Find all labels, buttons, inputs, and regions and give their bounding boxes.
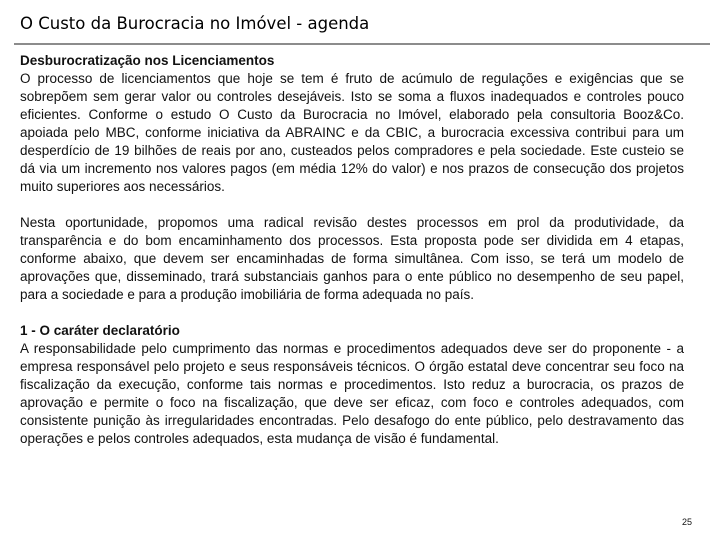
title-divider — [14, 43, 710, 45]
section-heading: Desburocratização nos Licenciamentos — [20, 53, 275, 68]
slide-content — [20, 52, 684, 448]
slide-title: O Custo da Burocracia no Imóvel - agenda — [20, 14, 370, 33]
section-paragraph: Nesta oportunidade, propomos uma radical revisão destes processos em prol da produtividade, da transparência e do bom encaminhamento dos processos. Esta proposta pode ser dividida em 4 etapas, conforme abaixo, que devem ser encaminhadas de forma simultânea. Com isso, se terá um modelo de aprovações que, disseminado, trará substanciais ganhos para o ente público no desempenho de seu papel, para a sociedade e para a produção imobiliária de forma adequada no país. — [20, 215, 684, 302]
section-paragraph: O processo de licenciamentos que hoje se tem é fruto de acúmulo de regulações e exigências que se sobrepõem sem gerar valor ou controles desejáveis. Isto se soma a fluxos inadequados e controles pouco eficientes. Conforme o estudo O Custo da Burocracia no Imóvel, elaborado pela consultoria Booz&Co. apoiada pelo MBC, conforme iniciativa da ABRAINC e da CBIC, a burocracia excessiva contribui para um desperdício de 19 bilhões de reais por ano, custeados pelos compradores e pela sociedade. Este custeio se dá via um incremento nos valores pagos (em média 12% do valor) e nos prazos de consecução dos projetos muito superiores aos necessários. — [20, 71, 684, 194]
page-number: 25 — [681, 517, 692, 527]
section-licenciamentos — [20, 52, 684, 196]
section-proposta — [20, 214, 684, 304]
section-heading: 1 - O caráter declaratório — [20, 323, 180, 338]
section-paragraph: A responsabilidade pelo cumprimento das normas e procedimentos adequados deve ser do proponente - a empresa responsável pelo projeto e seus responsáveis técnicos. O órgão estatal deve concentrar seu foco na fiscalização da execução, conforme tais normas e procedimentos. Isto reduz a burocracia, os prazos de aprovação e permite o foco na fiscalização, que deve ser eficaz, com foco e controles adequados, com consistente punição às irregularidades encontradas. Pelo desafogo do ente público, pelo destravamento das operações e pelos controles adequados, esta mudança de visão é fundamental. — [20, 341, 684, 446]
section-carater-declaratorio — [20, 322, 684, 448]
